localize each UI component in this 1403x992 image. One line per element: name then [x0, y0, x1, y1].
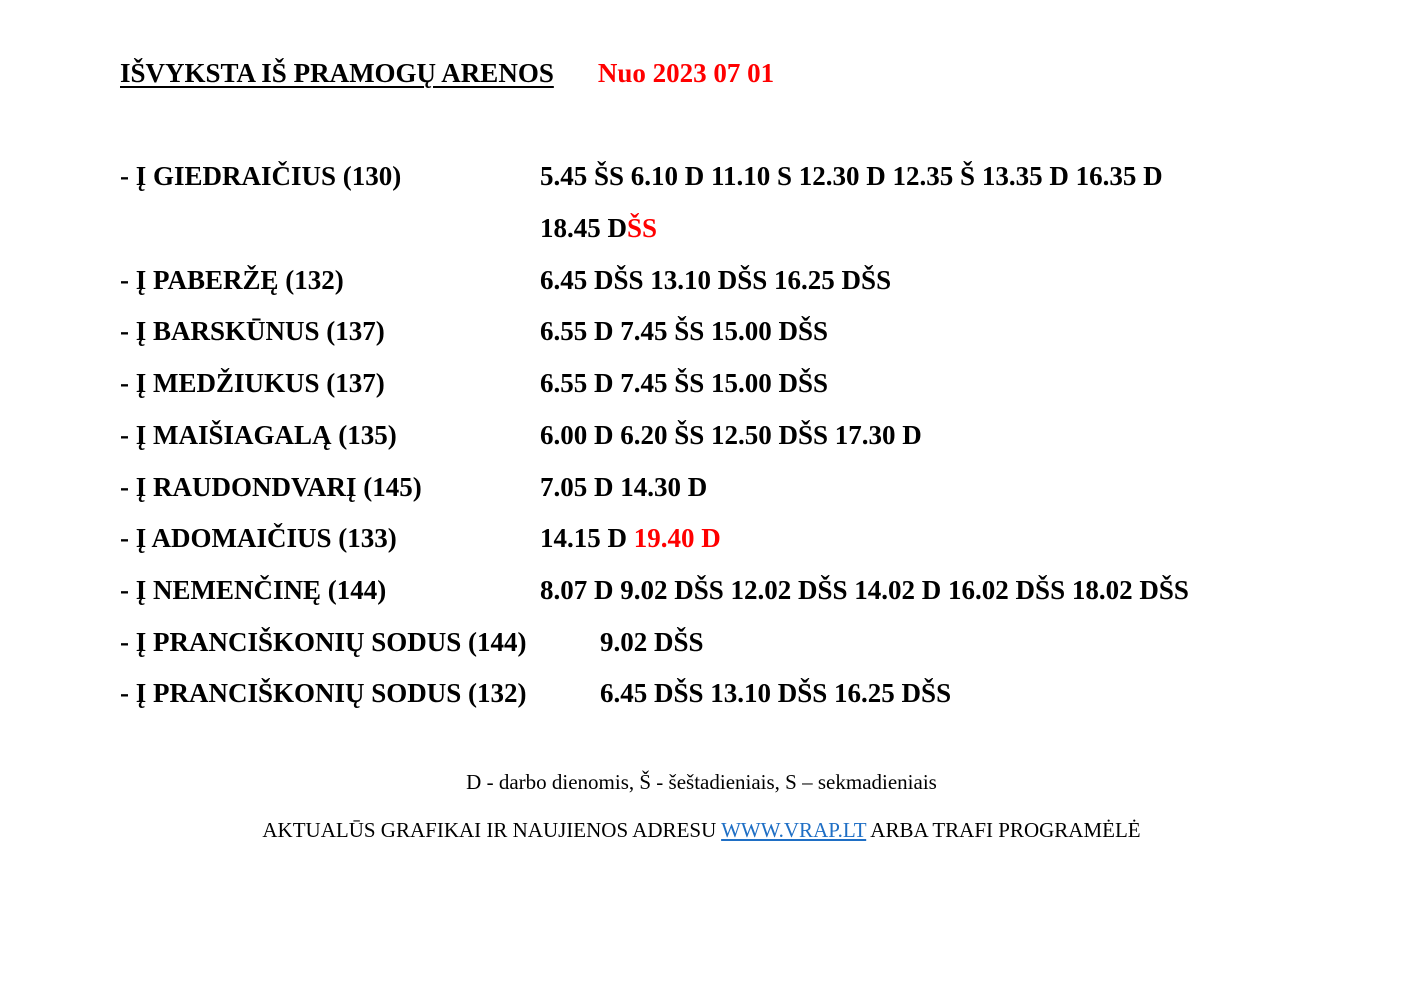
route-times-red: ŠS [627, 213, 658, 243]
page-header [120, 58, 774, 89]
route-destination: - Į PABERŽĘ (132) [120, 265, 344, 295]
footer-text-before: AKTUALŪS GRAFIKAI IR NAUJIENOS ADRESU [262, 818, 722, 842]
effective-date: Nuo 2023 07 01 [597, 58, 775, 88]
route-destination: - Į MEDŽIUKUS (137) [120, 368, 385, 398]
route-destination: - Į GIEDRAIČIUS (130) [120, 161, 402, 191]
page-title: IŠVYKSTA IŠ PRAMOGŲ ARENOS [120, 58, 554, 88]
route-destination: - Į PRANCIŠKONIŲ SODUS (144) [120, 627, 527, 657]
footer-text-after: ARBA TRAFI PROGRAMĖLĖ [866, 818, 1141, 842]
route-times: 8.07 D 9.02 DŠS 12.02 DŠS 14.02 D 16.02 DŠS 18.02 DŠS [540, 575, 1189, 605]
route-destination: - Į MAIŠIAGALĄ (135) [120, 420, 397, 450]
route-destination: - Į BARSKŪNUS (137) [120, 316, 385, 346]
route-times: 6.45 DŠS 13.10 DŠS 16.25 DŠS [540, 265, 892, 295]
route-destination: - Į ADOMAIČIUS (133) [120, 523, 397, 553]
route-times: 6.45 DŠS 13.10 DŠS 16.25 DŠS [600, 678, 952, 708]
route-times: 6.55 D 7.45 ŠS 15.00 DŠS [540, 368, 829, 398]
route-times: 9.02 DŠS [600, 627, 704, 657]
route-destination: - Į PRANCIŠKONIŲ SODUS (132) [120, 678, 527, 708]
day-legend: D - darbo dienomis, Š - šeštadieniais, S – sekmadieniais [466, 770, 937, 794]
footer-note [0, 818, 1403, 843]
website-link[interactable]: WWW.VRAP.LT [721, 818, 867, 842]
route-times [540, 212, 657, 244]
route-times: 5.45 ŠS 6.10 D 11.10 S 12.30 D 12.35 Š 13.35 D 16.35 D [540, 161, 1163, 191]
route-destination: - Į NEMENČINĘ (144) [120, 575, 387, 605]
route-times: 6.55 D 7.45 ŠS 15.00 DŠS [540, 316, 829, 346]
route-times-black: 18.45 D [540, 213, 627, 243]
route-times: 7.05 D 14.30 D [540, 472, 708, 502]
route-times [540, 522, 721, 554]
route-times-black: 14.15 D [540, 523, 634, 553]
route-times: 6.00 D 6.20 ŠS 12.50 DŠS 17.30 D [540, 420, 922, 450]
route-times-red: 19.40 D [633, 523, 721, 553]
route-destination: - Į RAUDONDVARĮ (145) [120, 472, 422, 502]
